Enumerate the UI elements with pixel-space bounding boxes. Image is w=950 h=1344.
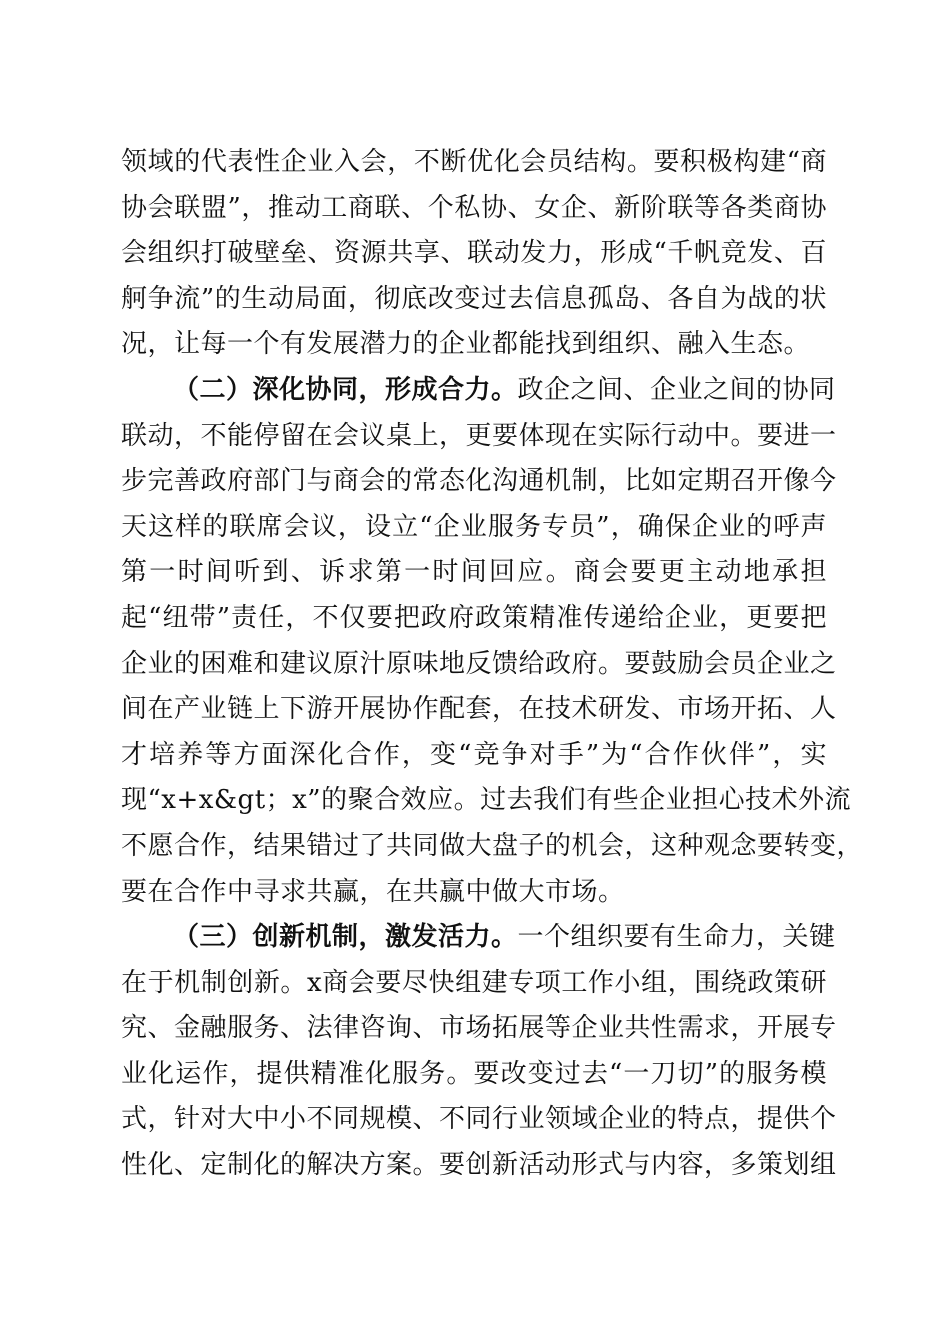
paragraph-line: 性化、定制化的解决方案。要创新活动形式与内容，多策划组	[121, 1150, 837, 1181]
paragraph-line: 起“纽带”责任，不仅要把政府政策精准传递给企业，更要把	[121, 602, 827, 633]
paragraph-line: 业化运作，提供精准化服务。要改变过去“一刀切”的服务模	[121, 1058, 827, 1089]
document-page	[121, 140, 864, 1189]
paragraph-line: 要在合作中寻求共赢，在共赢中做大市场。	[121, 876, 625, 907]
paragraph-line: 究、金融服务、法律咨询、市场拓展等企业共性需求，开展专	[121, 1013, 837, 1044]
paragraph-line: 式，针对大中小不同规模、不同行业领域企业的特点，提供个	[121, 1104, 837, 1135]
paragraph-line: 舸争流”的生动局面，彻底改变过去信息孤岛、各自为战的状	[121, 283, 827, 314]
paragraph-line: 协会联盟”，推动工商联、个私协、女企、新阶联等各类商协	[121, 192, 827, 223]
section-2-heading: （二）深化协同，形成合力。	[173, 374, 518, 405]
paragraph-line: 间在产业链上下游开展协作配套，在技术研发、市场开拓、人	[121, 694, 837, 725]
paragraph-line: 企业的困难和建议原汁原味地反馈给政府。要鼓励会员企业之	[121, 648, 837, 679]
paragraph-line: 况，让每一个有发展潜力的企业都能找到组织、融入生态。	[121, 329, 811, 360]
paragraph-line: 才培养等方面深化合作，变“竞争对手”为“合作伙伴”，实	[121, 739, 827, 770]
paragraph-line: 领域的代表性企业入会，不断优化会员结构。要积极构建“商	[121, 147, 827, 177]
section-2-first-line-text: 政企之间、企业之间的协同	[517, 374, 836, 405]
paragraph-line: 在于机制创新。x商会要尽快组建专项工作小组，围绕政策研	[121, 967, 827, 998]
paragraph-line: 第一时间听到、诉求第一时间回应。商会要更主动地承担	[121, 557, 827, 588]
paragraph-line: 天这样的联席会议，设立“企业服务专员”，确保企业的呼声	[121, 511, 827, 542]
section-3-first-line-text: 一个组织要有生命力，关键	[517, 922, 836, 953]
section-2-first-line	[121, 368, 836, 414]
paragraph-line: 不愿合作，结果错过了共同做大盘子的机会，这种观念要转变，	[121, 830, 864, 861]
paragraph-line: 会组织打破壁垒、资源共享、联动发力，形成“千帆竞发、百	[121, 238, 827, 269]
section-3-heading: （三）创新机制，激发活力。	[173, 922, 518, 953]
paragraph-line: 现“x+x&gt；x”的聚合效应。过去我们有些企业担心技术外流	[121, 785, 852, 816]
paragraph-line: 步完善政府部门与商会的常态化沟通机制，比如定期召开像今	[121, 466, 837, 497]
section-3-first-line	[121, 915, 836, 961]
paragraph-line: 联动，不能停留在会议桌上，更要体现在实际行动中。要进一	[121, 420, 837, 451]
